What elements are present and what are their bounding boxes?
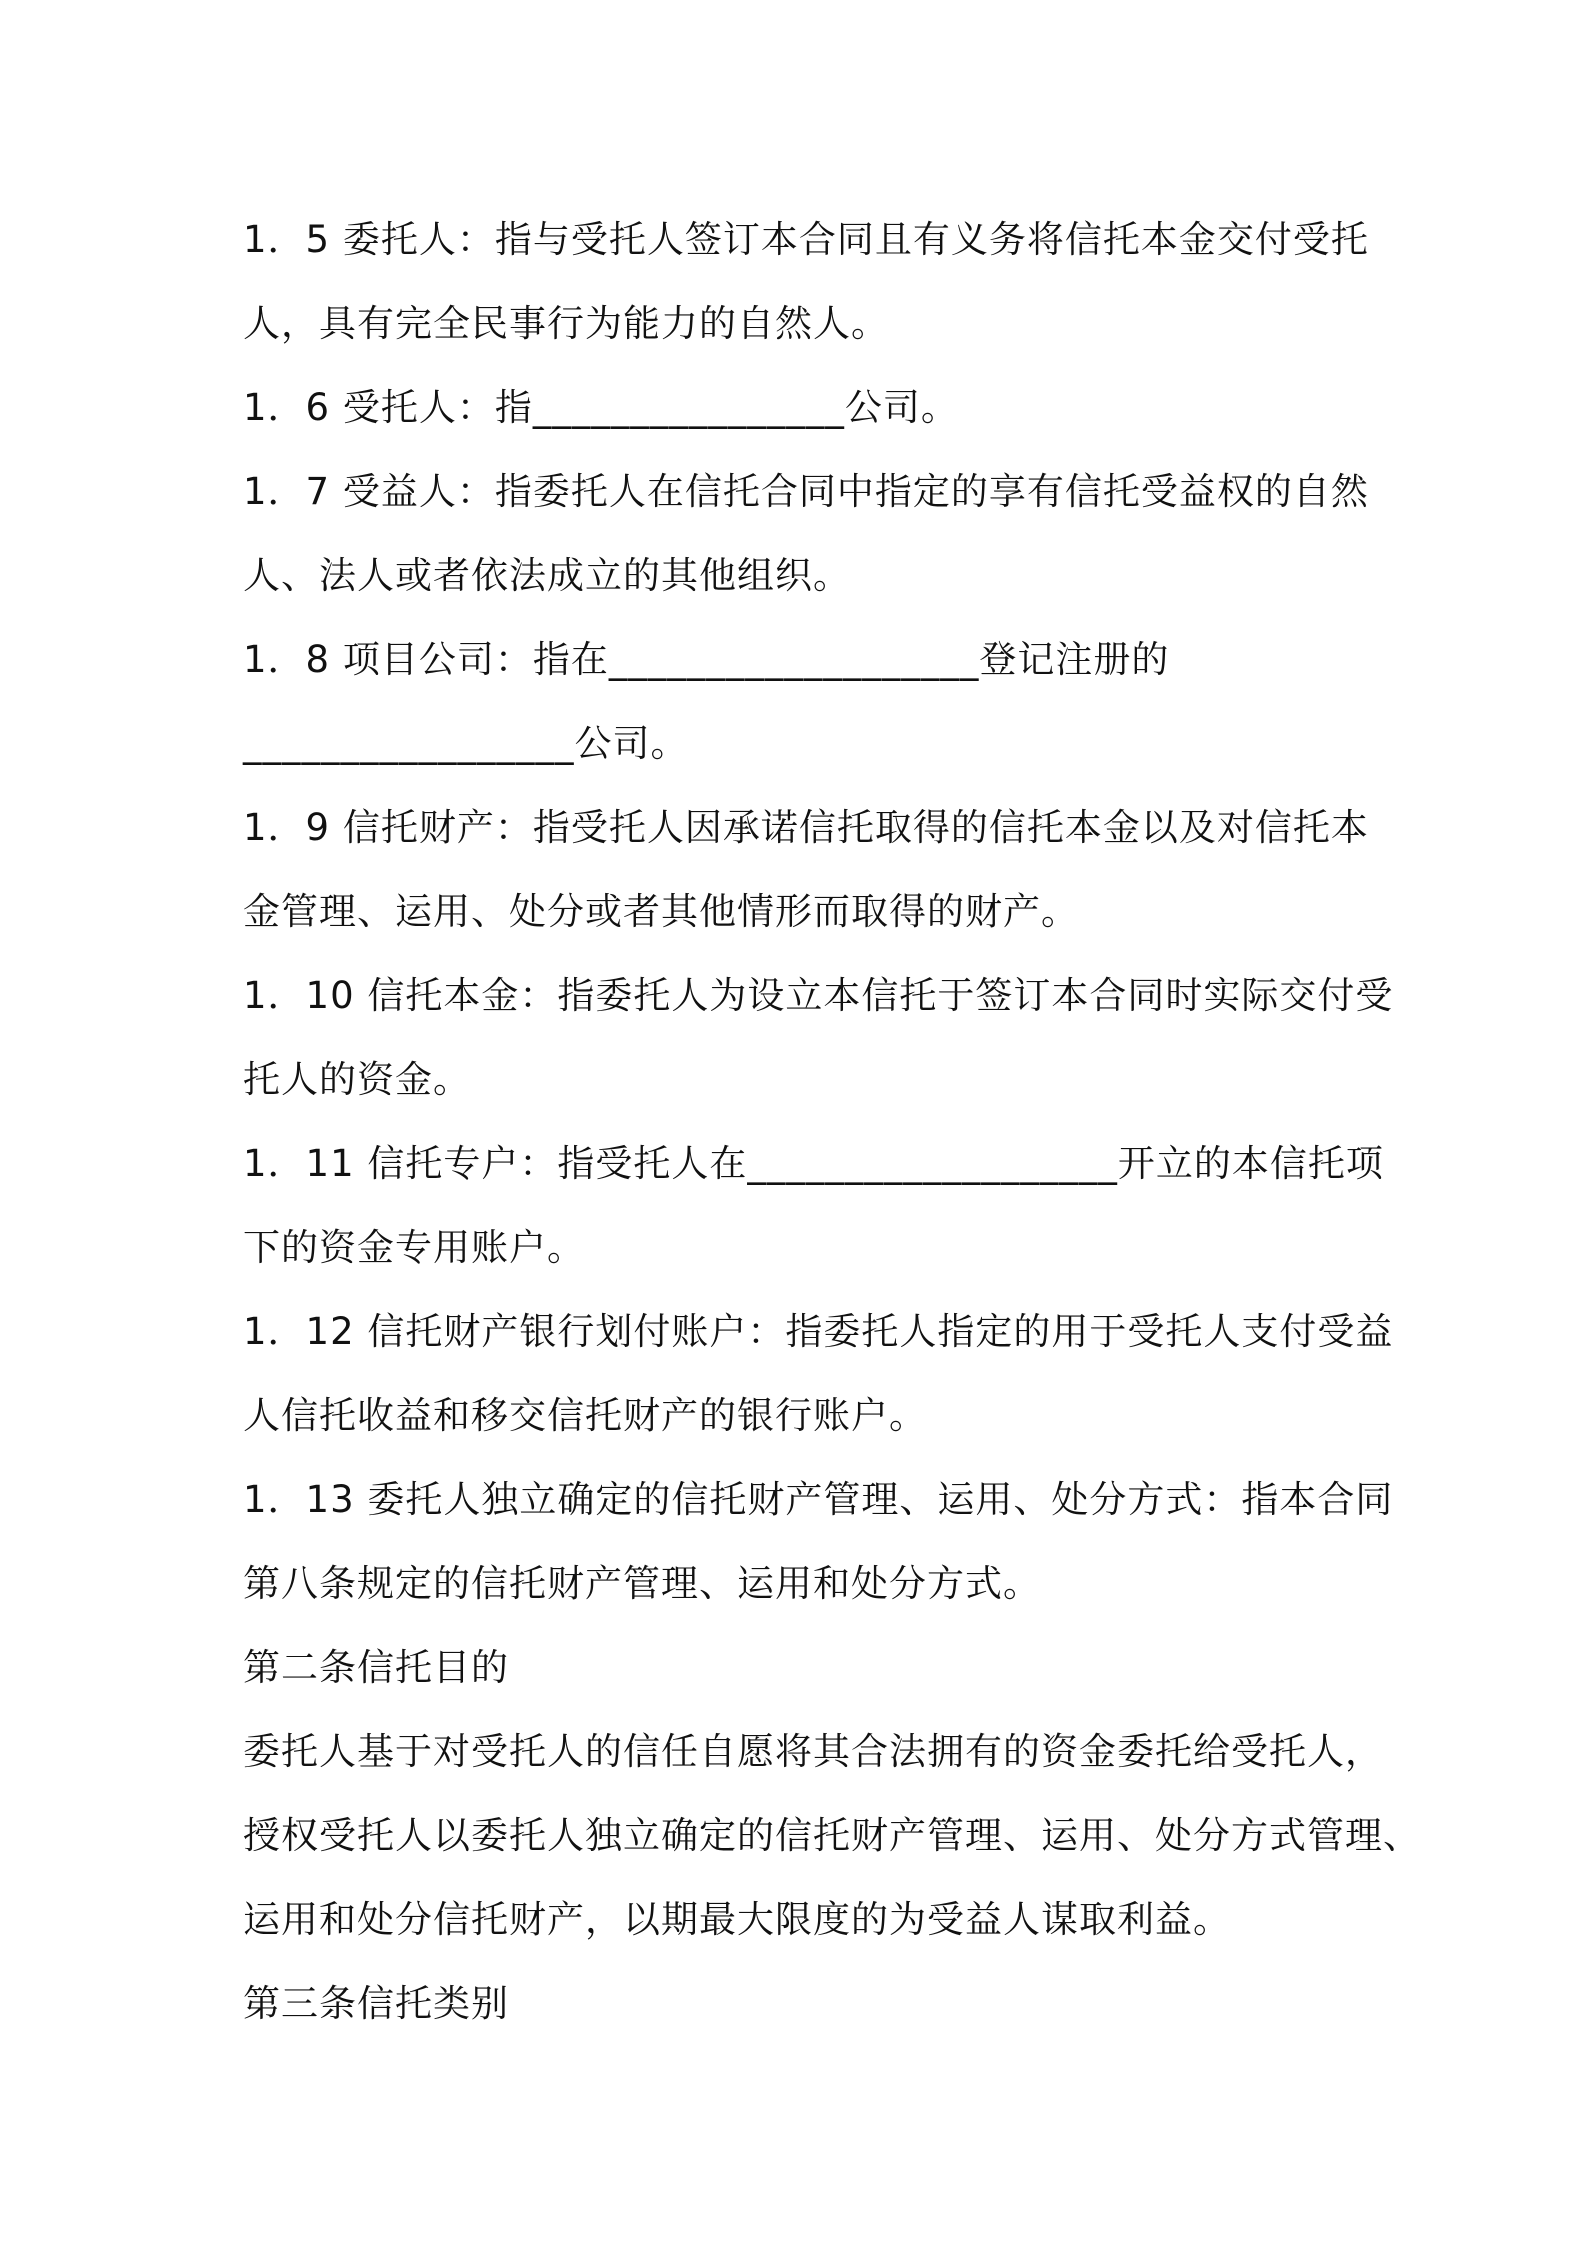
clause-1-7-line-1: 1．7 受益人：指委托人在信托合同中指定的享有信托受益权的自然 xyxy=(243,470,1369,513)
clause-1-12-line-2: 人信托收益和移交信托财产的银行账户。 xyxy=(243,1394,927,1437)
clause-1-13-line-1: 1．13 委托人独立确定的信托财产管理、运用、处分方式：指本合同 xyxy=(243,1478,1394,1521)
clause-1-7-line-2: 人、法人或者依法成立的其他组织。 xyxy=(243,554,851,597)
clause-1-5-line-2: 人，具有完全民事行为能力的自然人。 xyxy=(243,302,889,345)
clause-1-12-line-1: 1．12 信托财产银行划付账户：指委托人指定的用于受托人支付受益 xyxy=(243,1310,1394,1353)
clause-1-10-line-2: 托人的资金。 xyxy=(243,1058,471,1101)
clause-1-8-line-2: _________________公司。 xyxy=(243,722,689,765)
clause-1-9-line-1: 1．9 信托财产：指受托人因承诺信托取得的信托本金以及对信托本 xyxy=(243,806,1369,849)
clause-1-11-line-1: 1．11 信托专户：指受托人在___________________开立的本信托项 xyxy=(243,1142,1384,1185)
article-2-body-line-2: 授权受托人以委托人独立确定的信托财产管理、运用、处分方式管理、 xyxy=(243,1814,1421,1857)
article-2-heading: 第二条信托目的 xyxy=(243,1646,509,1689)
article-2-body-line-3: 运用和处分信托财产，以期最大限度的为受益人谋取利益。 xyxy=(243,1898,1231,1941)
clause-1-9-line-2: 金管理、运用、处分或者其他情形而取得的财产。 xyxy=(243,890,1079,933)
article-2-body-line-1: 委托人基于对受托人的信任自愿将其合法拥有的资金委托给受托人， xyxy=(243,1730,1383,1773)
clause-1-6-line-1: 1．6 受托人：指________________公司。 xyxy=(243,386,959,429)
document-body xyxy=(243,198,1421,2046)
clause-1-8-line-1: 1．8 项目公司：指在___________________登记注册的 xyxy=(243,638,1170,681)
clause-1-10-line-1: 1．10 信托本金：指委托人为设立本信托于签订本合同时实际交付受 xyxy=(243,974,1394,1017)
clause-1-11-line-2: 下的资金专用账户。 xyxy=(243,1226,585,1269)
clause-1-13-line-2: 第八条规定的信托财产管理、运用和处分方式。 xyxy=(243,1562,1041,1605)
clause-1-5-line-1: 1．5 委托人：指与受托人签订本合同且有义务将信托本金交付受托 xyxy=(243,218,1369,261)
article-3-heading: 第三条信托类别 xyxy=(243,1982,509,2025)
